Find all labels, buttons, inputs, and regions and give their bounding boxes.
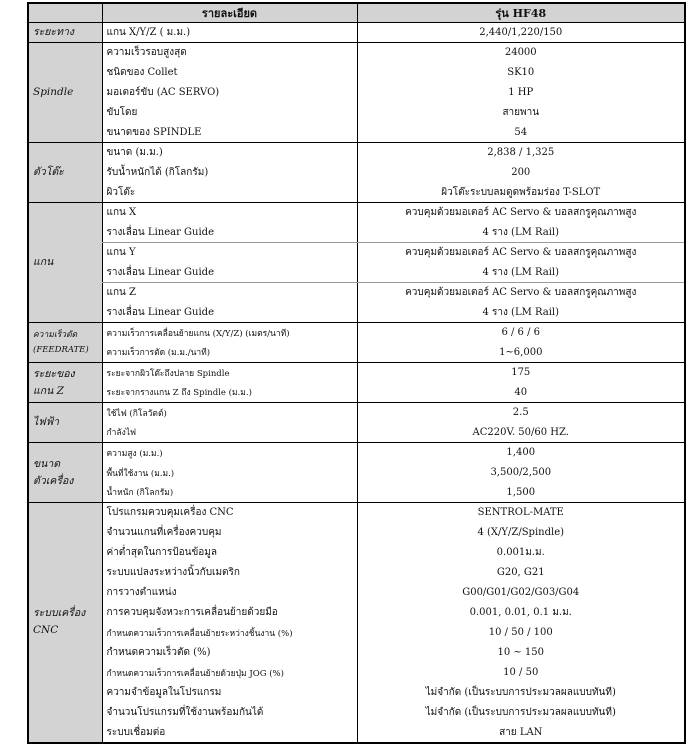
spec-item: กำหนดความเร็วการเคลื่อนย้ายด้วยปุ่ม JOG (%) bbox=[102, 663, 357, 683]
table-row bbox=[28, 603, 685, 623]
spec-item: แกน X/Y/Z ( ม.ม.) bbox=[102, 23, 357, 43]
table-row bbox=[28, 163, 685, 183]
table-row bbox=[28, 63, 685, 83]
spec-value: ผิวโต๊ะระบบลมดูดพร้อมร่อง T-SLOT bbox=[357, 183, 685, 203]
spec-value: 4 ราง (LM Rail) bbox=[357, 223, 685, 243]
category-feedrate-line1: ความเร็วตัด bbox=[33, 330, 78, 341]
table-row bbox=[28, 563, 685, 583]
table-row bbox=[28, 343, 685, 363]
spec-item: ความสูง (ม.ม.) bbox=[102, 443, 357, 463]
spec-value: สาย LAN bbox=[357, 723, 685, 743]
spec-value: G20, G21 bbox=[357, 563, 685, 583]
spec-value: 3,500/2,500 bbox=[357, 463, 685, 483]
table-row bbox=[28, 443, 685, 463]
table-row bbox=[28, 403, 685, 423]
spec-value: 0.001ม.ม. bbox=[357, 543, 685, 563]
spec-item: รางเลื่อน Linear Guide bbox=[102, 263, 357, 283]
spec-value: 0.001, 0.01, 0.1 ม.ม. bbox=[357, 603, 685, 623]
spec-value: 1~6,000 bbox=[357, 343, 685, 363]
spec-value: 4 ราง (LM Rail) bbox=[357, 303, 685, 323]
spec-value: SK10 bbox=[357, 63, 685, 83]
spec-item: กำลังไฟ bbox=[102, 423, 357, 443]
spec-item: ระบบแปลงระหว่างนิ้วกับเมตริก bbox=[102, 563, 357, 583]
spec-value: ควบคุมด้วยมอเตอร์ AC Servo & บอลสกรูคุณภาพสูง bbox=[357, 203, 685, 223]
spec-item: การควบคุมจังหวะการเคลื่อนย้ายด้วยมือ bbox=[102, 603, 357, 623]
spec-item: โปรแกรมควบคุมเครื่อง CNC bbox=[102, 503, 357, 523]
table-row bbox=[28, 703, 685, 723]
table-row bbox=[28, 423, 685, 443]
spec-value: 10 / 50 bbox=[357, 663, 685, 683]
table-row bbox=[28, 83, 685, 103]
spec-item: แกน Z bbox=[102, 283, 357, 303]
spec-value: 6 / 6 / 6 bbox=[357, 323, 685, 343]
table-row bbox=[28, 323, 685, 343]
spec-value: 2,440/1,220/150 bbox=[357, 23, 685, 43]
spec-item: มอเตอร์ขับ (AC SERVO) bbox=[102, 83, 357, 103]
spec-value: 10 / 50 / 100 bbox=[357, 623, 685, 643]
category-cnc-line1: ระบบเครื่อง bbox=[33, 607, 86, 620]
spec-value: SENTROL-MATE bbox=[357, 503, 685, 523]
spec-item: ใช้ไฟ (กิโลวัตต์) bbox=[102, 403, 357, 423]
table-row bbox=[28, 263, 685, 283]
spec-item: จำนวนแกนที่เครื่องควบคุม bbox=[102, 523, 357, 543]
spec-item: ขับโดย bbox=[102, 103, 357, 123]
spec-item: ความจำข้อมูลในโปรแกรม bbox=[102, 683, 357, 703]
spec-value: AC220V. 50/60 HZ. bbox=[357, 423, 685, 443]
spec-item: ชนิดของ Collet bbox=[102, 63, 357, 83]
spec-table bbox=[27, 2, 686, 744]
spec-value: 40 bbox=[357, 383, 685, 403]
spec-value: 54 bbox=[357, 123, 685, 143]
spec-value: 2.5 bbox=[357, 403, 685, 423]
spec-item: ความเร็วการตัด (ม.ม./นาที) bbox=[102, 343, 357, 363]
header-detail: รายละเอียด bbox=[102, 3, 357, 23]
spec-value: G00/G01/G02/G03/G04 bbox=[357, 583, 685, 603]
spec-value: ควบคุมด้วยมอเตอร์ AC Servo & บอลสกรูคุณภาพสูง bbox=[357, 243, 685, 263]
spec-value: 24000 bbox=[357, 43, 685, 63]
table-row bbox=[28, 583, 685, 603]
category-feedrate bbox=[28, 323, 102, 363]
table-row bbox=[28, 123, 685, 143]
table-row bbox=[28, 303, 685, 323]
table-row bbox=[28, 43, 685, 63]
spec-value: 2,838 / 1,325 bbox=[357, 143, 685, 163]
table-row bbox=[28, 363, 685, 383]
table-row bbox=[28, 103, 685, 123]
spec-item: ระยะจากรางแกน Z ถึง Spindle (ม.ม.) bbox=[102, 383, 357, 403]
spec-value: 200 bbox=[357, 163, 685, 183]
table-row bbox=[28, 483, 685, 503]
category-machine-size-line1: ขนาด bbox=[33, 457, 61, 470]
table-row bbox=[28, 503, 685, 523]
spec-item: ระบบเชื่อมต่อ bbox=[102, 723, 357, 743]
category-z-range-line2: แกน Z bbox=[33, 384, 64, 397]
spec-value: 1,400 bbox=[357, 443, 685, 463]
spec-item: ขนาด (ม.ม.) bbox=[102, 143, 357, 163]
spec-item: ความเร็วรอบสูงสุด bbox=[102, 43, 357, 63]
table-row bbox=[28, 283, 685, 303]
header-model: รุ่น HF48 bbox=[357, 3, 685, 23]
table-row bbox=[28, 23, 685, 43]
category-z-range bbox=[28, 363, 102, 403]
table-row bbox=[28, 723, 685, 743]
spec-item: ความเร็วการเคลื่อนย้ายแกน (X/Y/Z) (เมตร/นาที) bbox=[102, 323, 357, 343]
category-power: ไฟฟ้า bbox=[28, 403, 102, 443]
spec-item: แกน X bbox=[102, 203, 357, 223]
spec-item: กำหนดความเร็วตัด (%) bbox=[102, 643, 357, 663]
table-row bbox=[28, 543, 685, 563]
spec-item: รางเลื่อน Linear Guide bbox=[102, 223, 357, 243]
spec-item: กำหนดความเร็วการเคลื่อนย้ายระหว่างชิ้นงาน (%) bbox=[102, 623, 357, 643]
spec-value: 4 (X/Y/Z/Spindle) bbox=[357, 523, 685, 543]
spec-value: ไม่จำกัด (เป็นระบบการประมวลผลแบบทันที) bbox=[357, 703, 685, 723]
spec-item: ค่าต่ำสุดในการป้อนข้อมูล bbox=[102, 543, 357, 563]
spec-item: แกน Y bbox=[102, 243, 357, 263]
spec-item: ผิวโต๊ะ bbox=[102, 183, 357, 203]
spec-value: 1,500 bbox=[357, 483, 685, 503]
category-travel: ระยะทาง bbox=[28, 23, 102, 43]
table-row bbox=[28, 463, 685, 483]
category-cnc bbox=[28, 503, 102, 743]
spec-value: 10 ~ 150 bbox=[357, 643, 685, 663]
spec-item: พื้นที่ใช้งาน (ม.ม.) bbox=[102, 463, 357, 483]
spec-item: ขนาดของ SPINDLE bbox=[102, 123, 357, 143]
table-row bbox=[28, 383, 685, 403]
table-row bbox=[28, 243, 685, 263]
spec-value: ไม่จำกัด (เป็นระบบการประมวลผลแบบทันที) bbox=[357, 683, 685, 703]
category-machine-size-line2: ตัวเครื่อง bbox=[33, 474, 74, 487]
spec-item: ระยะจากผิวโต๊ะถึงปลาย Spindle bbox=[102, 363, 357, 383]
category-axis: แกน bbox=[28, 203, 102, 323]
table-row bbox=[28, 683, 685, 703]
spec-item: น้ำหนัก (กิโลกรัม) bbox=[102, 483, 357, 503]
category-z-range-line1: ระยะของ bbox=[33, 367, 75, 380]
header-row bbox=[28, 3, 685, 23]
table-row bbox=[28, 223, 685, 243]
table-row bbox=[28, 143, 685, 163]
spec-item: การวางตำแหน่ง bbox=[102, 583, 357, 603]
table-row bbox=[28, 623, 685, 643]
spec-value: สายพาน bbox=[357, 103, 685, 123]
category-cnc-line2: CNC bbox=[33, 624, 59, 637]
category-spindle: Spindle bbox=[28, 43, 102, 143]
header-category bbox=[28, 3, 102, 23]
spec-item: รับน้ำหนักได้ (กิโลกรัม) bbox=[102, 163, 357, 183]
table-row bbox=[28, 643, 685, 663]
table-row bbox=[28, 523, 685, 543]
table-row bbox=[28, 203, 685, 223]
spec-item: จำนวนโปรแกรมที่ใช้งานพร้อมกันได้ bbox=[102, 703, 357, 723]
category-machine-size bbox=[28, 443, 102, 503]
category-feedrate-line2: (FEEDRATE) bbox=[33, 344, 89, 355]
spec-value: 175 bbox=[357, 363, 685, 383]
spec-value: ควบคุมด้วยมอเตอร์ AC Servo & บอลสกรูคุณภาพสูง bbox=[357, 283, 685, 303]
table-row bbox=[28, 183, 685, 203]
table-row bbox=[28, 663, 685, 683]
spec-value: 4 ราง (LM Rail) bbox=[357, 263, 685, 283]
category-table: ตัวโต๊ะ bbox=[28, 143, 102, 203]
spec-item: รางเลื่อน Linear Guide bbox=[102, 303, 357, 323]
spec-value: 1 HP bbox=[357, 83, 685, 103]
